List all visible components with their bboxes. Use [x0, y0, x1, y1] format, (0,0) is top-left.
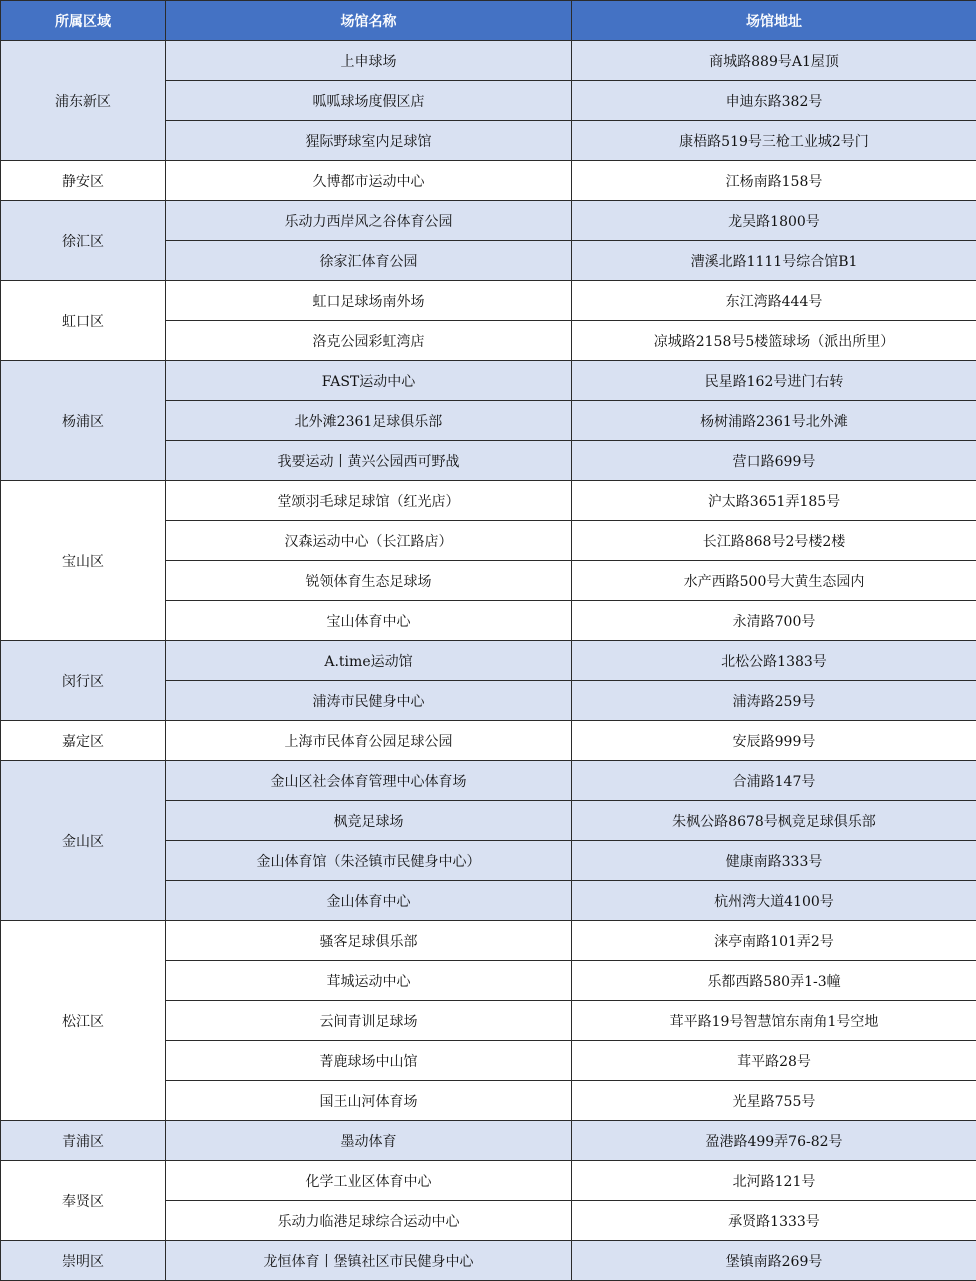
- venue-name-cell: 久博都市运动中心: [166, 161, 572, 201]
- venue-name-cell: 我要运动丨黄兴公园西可野战: [166, 441, 572, 481]
- venue-address-cell: 健康南路333号: [572, 841, 976, 881]
- venue-address-cell: 杭州湾大道4100号: [572, 881, 976, 921]
- venue-address-cell: 茸平路19号智慧馆东南角1号空地: [572, 1001, 976, 1041]
- venue-name-cell: 云间青训足球场: [166, 1001, 572, 1041]
- table-row: [1, 201, 976, 241]
- district-cell: 松江区: [1, 921, 166, 1121]
- venue-name-cell: 呱呱球场度假区店: [166, 81, 572, 121]
- venue-name-cell: 金山体育馆（朱泾镇市民健身中心）: [166, 841, 572, 881]
- venue-address-cell: 申迪东路382号: [572, 81, 976, 121]
- table-row: [1, 921, 976, 961]
- venue-name-cell: 乐动力西岸风之谷体育公园: [166, 201, 572, 241]
- venue-address-cell: 长江路868号2号楼2楼: [572, 521, 976, 561]
- venue-name-cell: 菁鹿球场中山馆: [166, 1041, 572, 1081]
- venue-name-cell: 枫竞足球场: [166, 801, 572, 841]
- venue-address-cell: 合浦路147号: [572, 761, 976, 801]
- venue-name-cell: FAST运动中心: [166, 361, 572, 401]
- table-row: [1, 281, 976, 321]
- venue-name-cell: 锐领体育生态足球场: [166, 561, 572, 601]
- table-row: [1, 641, 976, 681]
- table-row: [1, 41, 976, 81]
- district-cell: 宝山区: [1, 481, 166, 641]
- header-district: 所属区域: [1, 1, 166, 41]
- venue-address-cell: 康梧路519号三枪工业城2号门: [572, 121, 976, 161]
- venue-address-cell: 江杨南路158号: [572, 161, 976, 201]
- table-row: [1, 1121, 976, 1161]
- table-body: [1, 41, 976, 1281]
- venue-address-cell: 沪太路3651弄185号: [572, 481, 976, 521]
- venue-name-cell: 猩际野球室内足球馆: [166, 121, 572, 161]
- district-cell: 奉贤区: [1, 1161, 166, 1241]
- venue-address-cell: 水产西路500号大黄生态园内: [572, 561, 976, 601]
- venue-address-cell: 杨树浦路2361号北外滩: [572, 401, 976, 441]
- table-row: [1, 161, 976, 201]
- venue-name-cell: 汉森运动中心（长江路店）: [166, 521, 572, 561]
- venue-address-cell: 漕溪北路1111号综合馆B1: [572, 241, 976, 281]
- venue-name-cell: 化学工业区体育中心: [166, 1161, 572, 1201]
- venue-address-cell: 承贤路1333号: [572, 1201, 976, 1241]
- district-cell: 静安区: [1, 161, 166, 201]
- venue-name-cell: 徐家汇体育公园: [166, 241, 572, 281]
- table-row: [1, 761, 976, 801]
- venue-name-cell: 浦涛市民健身中心: [166, 681, 572, 721]
- district-cell: 崇明区: [1, 1241, 166, 1281]
- table-row: [1, 481, 976, 521]
- district-cell: 杨浦区: [1, 361, 166, 481]
- table-row: [1, 721, 976, 761]
- venue-address-cell: 营口路699号: [572, 441, 976, 481]
- venue-name-cell: 龙恒体育丨堡镇社区市民健身中心: [166, 1241, 572, 1281]
- table-row: [1, 1161, 976, 1201]
- venue-name-cell: 上申球场: [166, 41, 572, 81]
- venue-name-cell: 茸城运动中心: [166, 961, 572, 1001]
- venue-address-cell: 茸平路28号: [572, 1041, 976, 1081]
- venue-name-cell: 国王山河体育场: [166, 1081, 572, 1121]
- venue-address-cell: 民星路162号进门右转: [572, 361, 976, 401]
- venue-name-cell: 金山体育中心: [166, 881, 572, 921]
- district-cell: 闵行区: [1, 641, 166, 721]
- venue-address-cell: 盈港路499弄76-82号: [572, 1121, 976, 1161]
- district-cell: 虹口区: [1, 281, 166, 361]
- venue-address-cell: 永清路700号: [572, 601, 976, 641]
- venue-address-cell: 浦涛路259号: [572, 681, 976, 721]
- venue-name-cell: 骚客足球俱乐部: [166, 921, 572, 961]
- venue-address-cell: 涞亭南路101弄2号: [572, 921, 976, 961]
- venue-address-cell: 凉城路2158号5楼篮球场（派出所里）: [572, 321, 976, 361]
- venue-name-cell: 墨动体育: [166, 1121, 572, 1161]
- venue-address-cell: 北河路121号: [572, 1161, 976, 1201]
- district-cell: 金山区: [1, 761, 166, 921]
- venue-name-cell: A.time运动馆: [166, 641, 572, 681]
- venue-name-cell: 金山区社会体育管理中心体育场: [166, 761, 572, 801]
- header-venue-name: 场馆名称: [166, 1, 572, 41]
- venue-address-cell: 北松公路1383号: [572, 641, 976, 681]
- district-cell: 徐汇区: [1, 201, 166, 281]
- venue-name-cell: 宝山体育中心: [166, 601, 572, 641]
- venue-name-cell: 堂颂羽毛球足球馆（红光店）: [166, 481, 572, 521]
- venue-address-cell: 堡镇南路269号: [572, 1241, 976, 1281]
- venue-name-cell: 乐动力临港足球综合运动中心: [166, 1201, 572, 1241]
- table-row: [1, 361, 976, 401]
- header-venue-address: 场馆地址: [572, 1, 976, 41]
- district-cell: 嘉定区: [1, 721, 166, 761]
- header-row: [1, 1, 976, 41]
- district-cell: 青浦区: [1, 1121, 166, 1161]
- district-cell: 浦东新区: [1, 41, 166, 161]
- venue-name-cell: 洛克公园彩虹湾店: [166, 321, 572, 361]
- venue-address-cell: 龙吴路1800号: [572, 201, 976, 241]
- venue-address-cell: 乐都西路580弄1-3幢: [572, 961, 976, 1001]
- table-row: [1, 1241, 976, 1281]
- venue-address-cell: 东江湾路444号: [572, 281, 976, 321]
- venue-address-cell: 安辰路999号: [572, 721, 976, 761]
- venue-name-cell: 上海市民体育公园足球公园: [166, 721, 572, 761]
- venue-address-cell: 商城路889号A1屋顶: [572, 41, 976, 81]
- venue-name-cell: 虹口足球场南外场: [166, 281, 572, 321]
- venue-address-cell: 朱枫公路8678号枫竞足球俱乐部: [572, 801, 976, 841]
- venue-address-cell: 光星路755号: [572, 1081, 976, 1121]
- venue-name-cell: 北外滩2361足球俱乐部: [166, 401, 572, 441]
